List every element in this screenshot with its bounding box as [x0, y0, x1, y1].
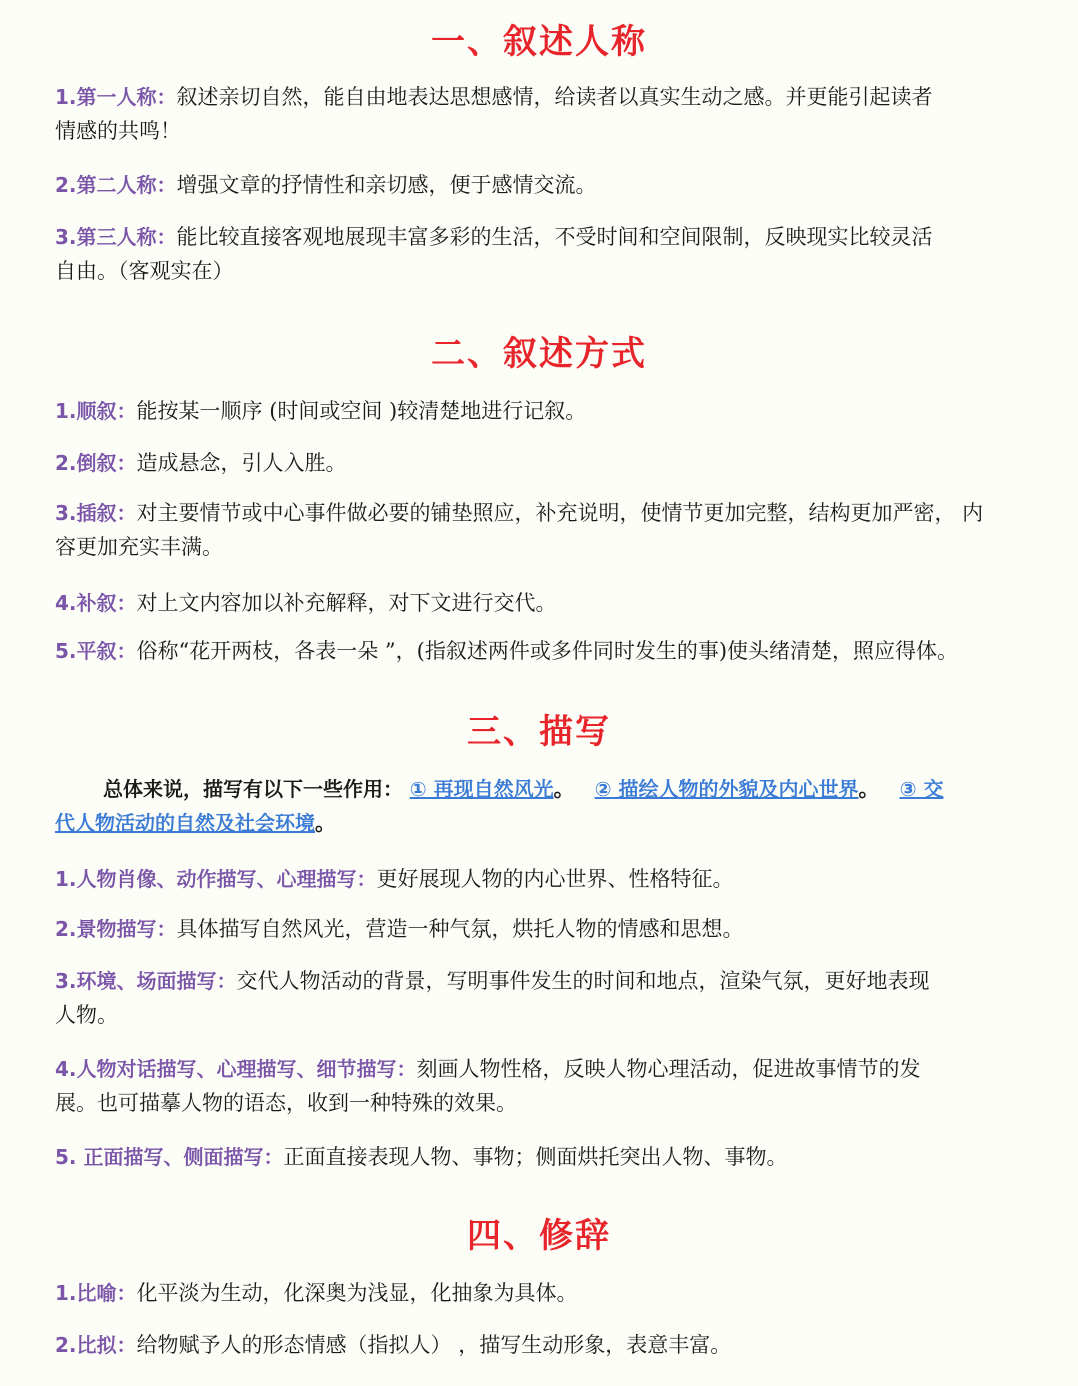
item-text: 造成悬念，引人入胜。 [136, 451, 347, 475]
link-natural-scenery[interactable]: ① 再现自然风光 [409, 777, 554, 801]
item-label: 1.比喻： [55, 1281, 137, 1305]
item-text-cont: 人物。 [55, 1003, 118, 1027]
item-label: 3.第三人称： [55, 225, 177, 249]
item-text-cont: 展。也可描摹人物的语态，收到一种特殊的效果。 [55, 1091, 517, 1115]
item-label: 5.平叙： [55, 639, 137, 663]
item-label: 2.比拟： [55, 1333, 137, 1357]
item-label: 1.顺叙： [55, 399, 137, 423]
item-parallel [55, 634, 1030, 668]
item-personification [55, 1328, 1030, 1362]
link-environment[interactable]: ③ 交 [899, 777, 944, 801]
item-label: 1.第一人称： [55, 85, 177, 109]
item-text: 交代人物活动的背景，写明事件发生的时间和地点，渲染气氛，更好地表现 [236, 969, 930, 993]
item-label: 2.第二人称： [55, 173, 177, 197]
item-text: 更好展现人物的内心世界、性格特征。 [376, 867, 734, 891]
item-text: 正面直接表现人物、事物；侧面烘托突出人物、事物。 [283, 1145, 788, 1169]
item-third-person [55, 220, 1030, 288]
item-scenery [55, 912, 1030, 946]
item-text: 化平淡为生动，化深奥为浅显，化抽象为具体。 [136, 1281, 578, 1305]
item-text: 俗称“花开两枝，各表一朵 ”，(指叙述两件或多件同时发生的事)使头绪清楚，照应得体。 [136, 639, 959, 663]
item-text: 能按某一顺序 (时间或空间 )较清楚地进行记叙。 [136, 399, 587, 423]
item-insertion [55, 496, 1030, 564]
item-environment-scene [55, 964, 1030, 1032]
item-label: 1.人物肖像、动作描写、心理描写： [55, 867, 377, 891]
item-label: 4.人物对话描写、心理描写、细节描写： [55, 1057, 417, 1081]
intro-lead: 总体来说，描写有以下一些作用： [103, 777, 403, 801]
section-title-narrative-method: 二、叙述方式 [431, 334, 647, 374]
description-intro [55, 772, 1030, 840]
item-supplement [55, 586, 1030, 620]
item-label: 2.景物描写： [55, 917, 177, 941]
item-text: 增强文章的抒情性和亲切感，便于感情交流。 [176, 173, 597, 197]
item-label: 3.插叙： [55, 501, 137, 525]
item-direct-indirect [55, 1140, 1030, 1174]
section-title-rhetoric: 四、修辞 [467, 1216, 611, 1256]
item-text-cont: 情感的共鸣！ [55, 119, 181, 143]
item-text: 对主要情节或中心事件做必要的铺垫照应，补充说明，使情节更加完整，结构更加严密， 内 [136, 501, 984, 525]
item-text-cont: 容更加充实丰满。 [55, 535, 223, 559]
item-chronological [55, 394, 1030, 428]
item-metaphor [55, 1276, 1030, 1310]
item-second-person [55, 168, 1030, 202]
item-text: 能比较直接客观地展现丰富多彩的生活，不受时间和空间限制，反映现实比较灵活 [176, 225, 933, 249]
item-dialogue-detail [55, 1052, 1030, 1120]
section-title-narrative-person: 一、叙述人称 [431, 22, 647, 62]
intro-punct: 。 [858, 777, 880, 801]
item-text: 叙述亲切自然，能自由地表达思想感情，给读者以真实生动之感。并更能引起读者 [176, 85, 933, 109]
section-title-description: 三、描写 [467, 712, 611, 752]
item-flashback [55, 446, 1030, 480]
item-first-person [55, 80, 1030, 148]
intro-punct: 。 [315, 811, 336, 835]
link-character-portrayal[interactable]: ② 描绘人物的外貌及内心世界 [594, 777, 859, 801]
item-text: 刻画人物性格，反映人物心理活动，促进故事情节的发 [416, 1057, 921, 1081]
item-text: 具体描写自然风光，营造一种气氛，烘托人物的情感和思想。 [176, 917, 744, 941]
item-label: 5. 正面描写、侧面描写： [55, 1145, 284, 1169]
item-text: 对上文内容加以补充解释，对下文进行交代。 [136, 591, 557, 615]
item-text-cont: 自由。（客观实在） [55, 259, 234, 283]
link-environment-cont[interactable]: 代人物活动的自然及社会环境 [55, 811, 315, 835]
item-label: 3.环境、场面描写： [55, 969, 237, 993]
intro-punct: 。 [553, 777, 575, 801]
item-label: 4.补叙： [55, 591, 137, 615]
item-text: 给物赋予人的形态情感（指拟人） ，描写生动形象，表意丰富。 [136, 1333, 732, 1357]
item-label: 2.倒叙： [55, 451, 137, 475]
item-portrait-action-psych [55, 862, 1030, 896]
